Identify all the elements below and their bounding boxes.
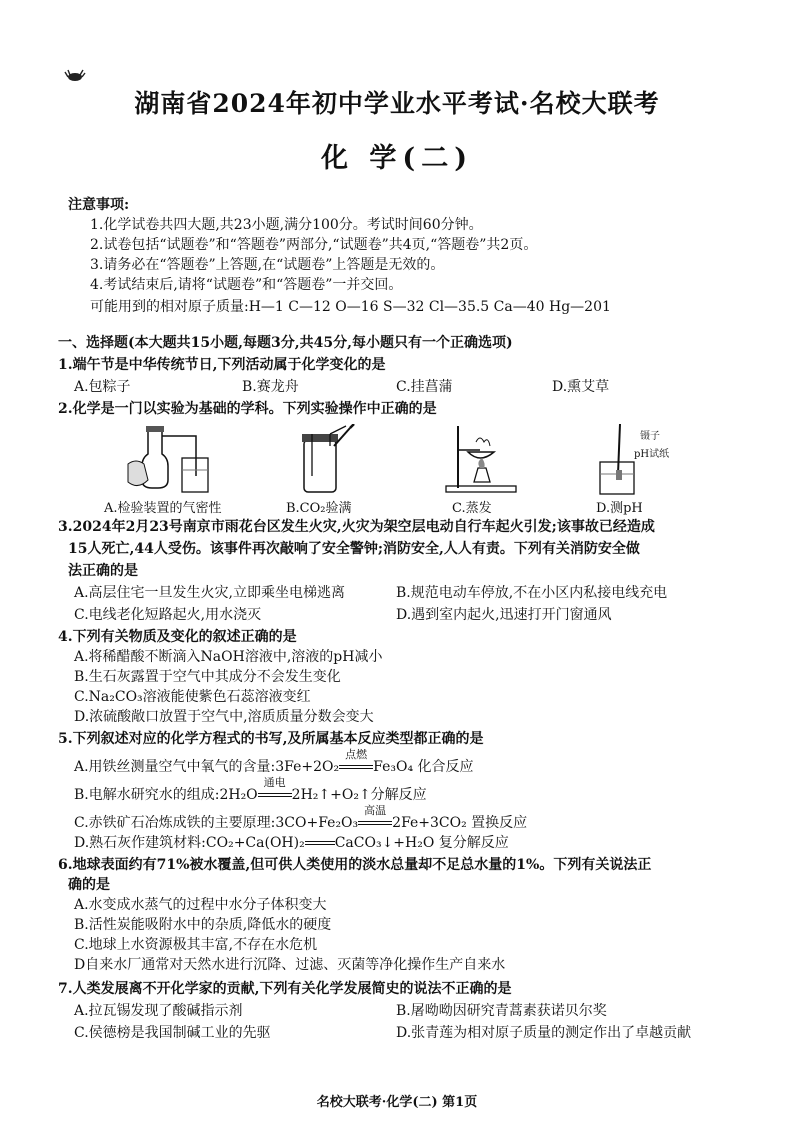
notice-item: 1.化学试卷共四大题,共23小题,满分100分。考试时间60分钟。: [90, 217, 483, 233]
logo-icon: [64, 68, 86, 84]
question-2-stem: 2.化学是一门以实验为基础的学科。下列实验操作中正确的是: [58, 401, 437, 417]
q1-option-c: C.挂菖蒲: [396, 379, 453, 395]
question-6-line-1: 6.地球表面约有71%被水覆盖,但可供人类使用的淡水总量却不足总水量的1%。下列有关说法正: [58, 857, 652, 873]
equation-left: B.电解水研究水的组成:2H₂O: [74, 787, 258, 803]
q3-option-d: D.遇到室内起火,迅速打开门窗通风: [396, 607, 612, 623]
notice-item: 3.请务必在“答题卷”上答题,在“试题卷”上答题是无效的。: [90, 257, 445, 273]
notice-heading: 注意事项:: [68, 197, 130, 213]
q4-option-b: B.生石灰露置于空气中其成分不会发生变化: [74, 669, 341, 685]
question-1-stem: 1.端午节是中华传统节日,下列活动属于化学变化的是: [58, 357, 386, 373]
q7-option-d: D.张青莲为相对原子质量的测定作出了卓越贡献: [396, 1025, 692, 1041]
question-3-line-1: 3.2024年2月23号南京市雨花台区发生火灾,火灾为架空层电动自行车起火引发;该事故已经造成: [58, 519, 655, 535]
page-title: 湖南省2024年初中学业水平考试·名校大联考: [134, 89, 660, 118]
evaporation-figure: [440, 424, 520, 496]
equation-left: C.赤铁矿石冶炼成铁的主要原理:3CO+Fe₂O₃: [74, 815, 359, 831]
q6-option-c: C.地球上水资源极其丰富,不存在水危机: [74, 937, 318, 953]
reaction-condition: 点燃: [345, 748, 368, 761]
ph-test-figure: [596, 424, 636, 496]
reaction-condition: 通电: [263, 776, 286, 789]
notice-item: 2.试卷包括“试题卷”和“答题卷”两部分,“试题卷”共4页,“答题卷”共2页。: [90, 237, 538, 253]
question-3-line-2: 15人死亡,44人受伤。该事件再次敲响了安全警钟;消防安全,人人有责。下列有关消防安全做: [68, 541, 640, 557]
q2-caption-d: D.测pH: [596, 501, 643, 516]
question-5-stem: 5.下列叙述对应的化学方程式的书写,及所属基本反应类型都正确的是: [58, 731, 484, 747]
equation-left: D.熟石灰作建筑材料:CO₂+Ca(OH)₂: [74, 835, 305, 851]
airtightness-apparatus-figure: [118, 424, 218, 496]
q3-option-a: A.高层住宅一旦发生火灾,立即乘坐电梯逃离: [74, 585, 346, 601]
label-tweezers: 镊子: [640, 431, 660, 442]
equation-left: A.用铁丝测量空气中氧气的含量:3Fe+2O₂: [74, 759, 340, 775]
notice-item: 4.考试结束后,请将“试题卷”和“答题卷”一并交回。: [90, 277, 403, 293]
label-ph-paper: pH试纸: [634, 449, 670, 460]
q5-option-d: [74, 834, 509, 852]
q4-option-d: D.浓硫酸敞口放置于空气中,溶质质量分数会变大: [74, 709, 374, 725]
reaction-arrow: [358, 804, 392, 832]
question-7-stem: 7.人类发展离不开化学家的贡献,下列有关化学发展简史的说法不正确的是: [58, 981, 512, 997]
q7-option-b: B.屠呦呦因研究青蒿素获诺贝尔奖: [396, 1003, 607, 1019]
q6-option-d: D自来水厂通常对天然水进行沉降、过滤、灭菌等净化操作生产自来水: [74, 957, 506, 973]
reaction-arrow: [258, 776, 292, 804]
page-footer: 名校大联考·化学(二) 第1页: [316, 1095, 478, 1110]
question-6-line-2: 确的是: [68, 877, 110, 893]
question-3-line-3: 法正确的是: [68, 563, 138, 579]
q4-option-c: C.Na₂CO₃溶液能使紫色石蕊溶液变红: [74, 689, 311, 705]
q7-option-a: A.拉瓦锡发现了酸碱指示剂: [74, 1003, 243, 1019]
q1-option-d: D.熏艾草: [552, 379, 610, 395]
equation-right: CaCO₃↓+H₂O 复分解反应: [334, 835, 509, 851]
q3-option-c: C.电线老化短路起火,用水浇灭: [74, 607, 262, 623]
q6-option-a: A.水变成水蒸气的过程中水分子体积变大: [74, 897, 327, 913]
subject-title: 化 学(二): [321, 143, 473, 174]
q2-caption-c: C.蒸发: [452, 501, 492, 516]
q4-option-a: A.将稀醋酸不断滴入NaOH溶液中,溶液的pH减小: [74, 649, 383, 665]
reaction-arrow: [339, 748, 373, 776]
equation-right: 2H₂↑+O₂↑分解反应: [291, 787, 427, 803]
q2-caption-a: A.检验装置的气密性: [104, 501, 222, 516]
q2-caption-b: B.CO₂验满: [286, 501, 352, 516]
q5-option-c: [74, 804, 528, 832]
q6-option-b: B.活性炭能吸附水中的杂质,降低水的硬度: [74, 917, 332, 933]
section-heading: 一、选择题(本大题共15小题,每题3分,共45分,每小题只有一个正确选项): [58, 335, 513, 351]
q1-option-b: B.赛龙舟: [242, 379, 299, 395]
question-4-stem: 4.下列有关物质及变化的叙述正确的是: [58, 629, 297, 645]
equation-right: Fe₃O₄ 化合反应: [373, 759, 474, 775]
q1-option-a: A.包粽子: [74, 379, 131, 395]
equation-right: 2Fe+3CO₂ 置换反应: [392, 815, 528, 831]
atomic-mass-line: 可能用到的相对原子质量:H—1 C—12 O—16 S—32 Cl—35.5 Ca—40 Hg—201: [90, 299, 611, 315]
reaction-equals: [305, 834, 335, 852]
reaction-condition: 高温: [364, 804, 387, 817]
q7-option-c: C.侯德榜是我国制碱工业的先驱: [74, 1025, 271, 1041]
co2-collection-figure: [290, 424, 360, 496]
q3-option-b: B.规范电动车停放,不在小区内私接电线充电: [396, 585, 668, 601]
